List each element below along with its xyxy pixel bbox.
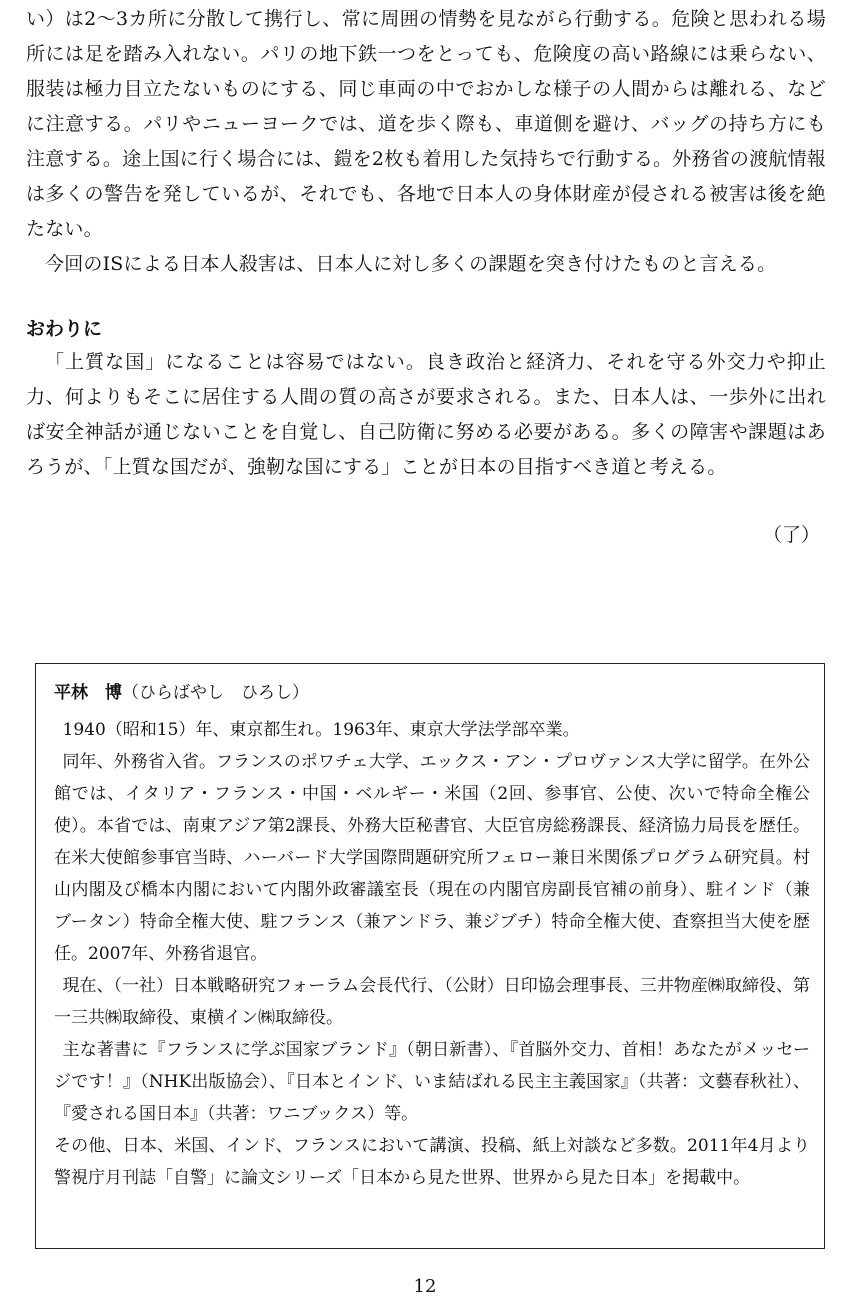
bio-line-birth: 1940（昭和15）年、東京都生れ。1963年、東京大学法学部卒業。	[62, 720, 580, 740]
conclusion-paragraph: 「上質な国」になることは容易ではない。良き政治と経済力、それを守る外交力や抑止力、何よりもそこに居住する人間の質の高さが要求される。また、日本人は、一歩外に出れば安全神話が通じないことを自覚し、自己防衛に努める必要がある。多くの障害や課題はあろうが、「上質な国だが、強靭な国にする」ことが日本の目指すべき道と考える。	[26, 351, 826, 478]
author-heading	[54, 678, 810, 708]
section-heading: おわりに	[26, 318, 103, 340]
body-paragraph-1: い）は2〜3カ所に分散して携行し、常に周囲の情勢を見ながら行動する。危険と思われる場所には足を踏み入れない。パリの地下鉄一つをとっても、危険度の高い路線には乗らない、服装は極力目立たないものにする、同じ車両の中でおかしな様子の人間からは離れる、などに注意する。パリやニューヨークでは、道を歩く際も、車道側を避け、バッグの持ち方にも注意する。途上国に行く場合には、鎧を2枚も着用した気持ちで行動する。外務省の渡航情報は多くの警告を発しているが、それでも、各地で日本人の身体財産が侵される被害は後を絶たない。	[26, 8, 826, 240]
body-paragraph-2: 今回のISによる日本人殺害は、日本人に対し多くの課題を突き付けたものと言える。	[45, 253, 777, 275]
end-mark: （了）	[762, 524, 820, 546]
bio-line-books: 主な著書に『フランスに学ぶ国家ブランド』（朝日新書）、『首脳外交力、首相！あなたがメッセージです！』（NHK出版協会）、『日本とインド、いま結ばれる民主主義国家』（共著：文藝春秋社）、『愛される国日本』（共著：ワニブックス）等。	[54, 1040, 810, 1124]
bio-line-career: 同年、外務省入省。フランスのポワチェ大学、エックス・アン・プロヴァンス大学に留学。在外公館では、イタリア・フランス・中国・ベルギー・米国（2回、参事官、公使、次いで特命全権公使）。本省では、南東アジア第2課長、外務大臣秘書官、大臣官房総務課長、経済協力局長を歴任。在米大使館参事官当時、ハーバード大学国際問題研究所フェロー兼日米関係プログラム研究員。村山内閣及び橋本内閣において内閣外政審議室長（現在の内閣官房副長官補の前身）、駐インド（兼ブータン）特命全権大使、駐フランス（兼アンドラ、兼ジブチ）特命全権大使、査察担当大使を歴任。2007年、外務省退官。	[54, 752, 810, 964]
bio-line-current: 現在、（一社）日本戦略研究フォーラム会長代行、（公財）日印協会理事長、三井物産㈱取締役、第一三共㈱取締役、東横イン㈱取締役。	[54, 976, 810, 1028]
bio-line-other: その他、日本、米国、インド、フランスにおいて講演、投稿、紙上対談など多数。2011年4月より警視庁月刊誌「自警」に論文シリーズ「日本から見た世界、世界から見た日本」を掲載中。	[54, 1136, 810, 1188]
page-number: 12	[413, 1276, 437, 1297]
author-name-reading: （ひらばやし ひろし）	[122, 683, 309, 703]
author-name: 平林 博	[54, 683, 122, 703]
author-bio-box	[35, 663, 825, 1249]
